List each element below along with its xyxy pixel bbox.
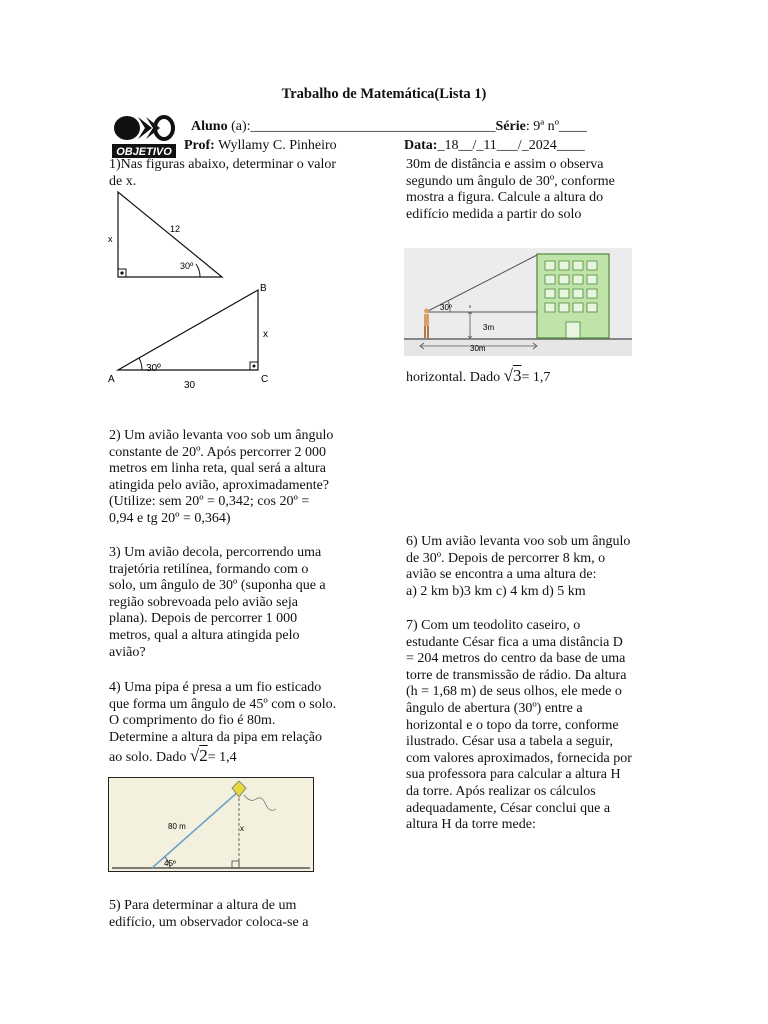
q2-line: constante de 20º. Após percorrer 2 000: [109, 444, 326, 460]
date-label: Data:: [404, 138, 438, 153]
q3-line: 3) Um avião decola, percorrendo uma: [109, 545, 322, 560]
q7-line: altura H da torre mede:: [406, 817, 536, 833]
sqrt-symbol: √3: [503, 366, 522, 385]
q5-dado-prefix: horizontal. Dado: [406, 370, 501, 385]
building-icon: [537, 254, 609, 338]
q7-line: ilustrado. César usa a tabela a seguir,: [406, 734, 614, 750]
q5-cont-line: edifício medida a partir do solo: [406, 206, 582, 222]
objetivo-logo-icon: [112, 113, 176, 159]
fig2-angle-label: 30º: [146, 363, 161, 374]
q3-line: solo, um ângulo de 30º (suponha que a: [109, 578, 326, 594]
aluno-suffix: (a):: [231, 119, 251, 134]
q1-line: de x.: [109, 173, 137, 189]
q4-line: que forma um ângulo de 45º com o solo.: [109, 696, 337, 712]
date-value[interactable]: _18__/_11___/_2024____: [437, 138, 585, 153]
question-5: [109, 898, 379, 931]
serie-value[interactable]: : 9ª nº____: [525, 119, 587, 134]
sqrt-value: 3: [512, 366, 522, 385]
q7-line: torre de transmissão de rádio. Da altura: [406, 667, 627, 683]
page-title: Trabalho de Matemática(Lista 1): [281, 86, 487, 102]
q3-line: metros, qual a altura atingida pelo: [109, 627, 300, 643]
fig1-hyp-label: 12: [170, 224, 181, 234]
q5-cont-line: segundo um ângulo de 30º, conforme: [406, 173, 615, 189]
q1-figure-2: [104, 282, 280, 392]
q7-line: sua professora para calcular a altura H: [406, 767, 621, 783]
q5-cont-line: mostra a figura. Calcule a altura do: [406, 190, 604, 206]
fig1-x-label: x: [108, 234, 113, 244]
q4-dado-prefix: ao solo. Dado: [109, 750, 187, 766]
q5-height-label: 3m: [483, 323, 495, 332]
serie-label: Série: [495, 119, 526, 134]
q7-line: 7) Com um teodolito caseiro, o: [406, 618, 581, 633]
q4-line: Determine a altura da pipa em relação: [109, 729, 322, 745]
q3-line: plana). Depois de percorrer 1 000: [109, 611, 298, 627]
q7-line: da torre. Após realizar os cálculos: [406, 783, 596, 799]
q4-dado-line: [109, 748, 379, 767]
q2-line: metros em linha reta, qual será a altura: [109, 461, 326, 477]
date-line: [404, 138, 585, 154]
q3-line: região sobrevoada pelo avião seja: [109, 594, 298, 610]
sqrt-value: 2: [199, 746, 208, 766]
q5-dado-suffix: = 1,7: [521, 370, 551, 385]
q7-line: adequadamente, César conclui que a: [406, 800, 611, 816]
q5-line: edifício, um observador coloca-se a: [109, 914, 309, 930]
q7-line: (h = 1,68 m) de seus olhos, ele mede o: [406, 684, 622, 700]
q6-line: de 30º. Depois de percorrer 8 km, o: [406, 550, 606, 566]
fig2-c-label: C: [261, 374, 269, 385]
q7-line: = 204 metros do centro da base de uma: [406, 651, 626, 667]
question-4: [109, 680, 379, 767]
q6-options: a) 2 km b)3 km c) 4 km d) 5 km: [406, 583, 586, 599]
fig2-x-label: x: [263, 329, 268, 340]
sqrt-symbol: √2: [189, 746, 208, 766]
q4-angle-label: 45º: [164, 859, 176, 868]
logo-text: OBJETIVO: [116, 146, 172, 158]
q4-x-label: x: [240, 824, 244, 833]
fig1-angle-label: 30º: [180, 261, 194, 271]
q4-line: O comprimento do fio é 80m.: [109, 713, 276, 729]
q3-line: avião?: [109, 644, 146, 660]
q6-line: avião se encontra a uma altura de:: [406, 567, 597, 583]
q4-dado-suffix: = 1,4: [207, 750, 237, 766]
aluno-blank[interactable]: ___________________________________: [250, 119, 496, 134]
aluno-line: [191, 119, 587, 135]
q2-line: 0,94 e tg 20º = 0,364): [109, 510, 231, 526]
prof-label: Prof:: [184, 138, 215, 153]
q5-line: 5) Para determinar a altura de um: [109, 898, 297, 913]
q7-line: ângulo de abertura (30º) entre a: [406, 700, 583, 716]
q7-line: estudante César fica a uma distância D: [406, 634, 623, 650]
q7-line: horizontal e o topo da torre, conforme: [406, 717, 619, 733]
q2-line: (Utilize: sem 20º = 0,342; cos 20º =: [109, 494, 310, 510]
question-5-continued: [406, 157, 676, 223]
q4-string-label: 80 m: [168, 822, 186, 831]
question-3: [109, 545, 379, 661]
question-7: [406, 618, 686, 834]
q5-dado-line: [406, 368, 676, 387]
q7-line: com valores aproximados, fornecida por: [406, 750, 632, 766]
question-6: [406, 534, 686, 600]
q1-figure-1: [104, 186, 228, 282]
q5-distance-label: 30m: [470, 344, 486, 353]
fig2-a-label: A: [108, 374, 115, 385]
prof-name: Wyllamy C. Pinheiro: [218, 138, 337, 153]
q1-line: 1)Nas figuras abaixo, determinar o valor: [109, 157, 337, 172]
q5-angle-label: 30º: [440, 303, 452, 312]
fig2-base-label: 30: [184, 380, 196, 391]
q3-line: trajetória retilínea, formando com o: [109, 561, 309, 577]
q4-line: 4) Uma pipa é presa a um fio esticado: [109, 680, 322, 695]
question-2: [109, 428, 379, 528]
objetivo-logo: [112, 113, 176, 159]
q6-line: 6) Um avião levanta voo sob um ângulo: [406, 534, 631, 549]
q2-line: atingida pelo avião, aproximadamente?: [109, 477, 330, 493]
q5-cont-line: 30m de distância e assim o observa: [406, 157, 604, 172]
aluno-label: Aluno: [191, 119, 228, 134]
q5-building-figure: [404, 248, 632, 356]
q4-kite-figure: [108, 777, 314, 872]
fig2-b-label: B: [260, 283, 267, 294]
prof-line: [184, 138, 337, 154]
q2-line: 2) Um avião levanta voo sob um ângulo: [109, 428, 334, 443]
